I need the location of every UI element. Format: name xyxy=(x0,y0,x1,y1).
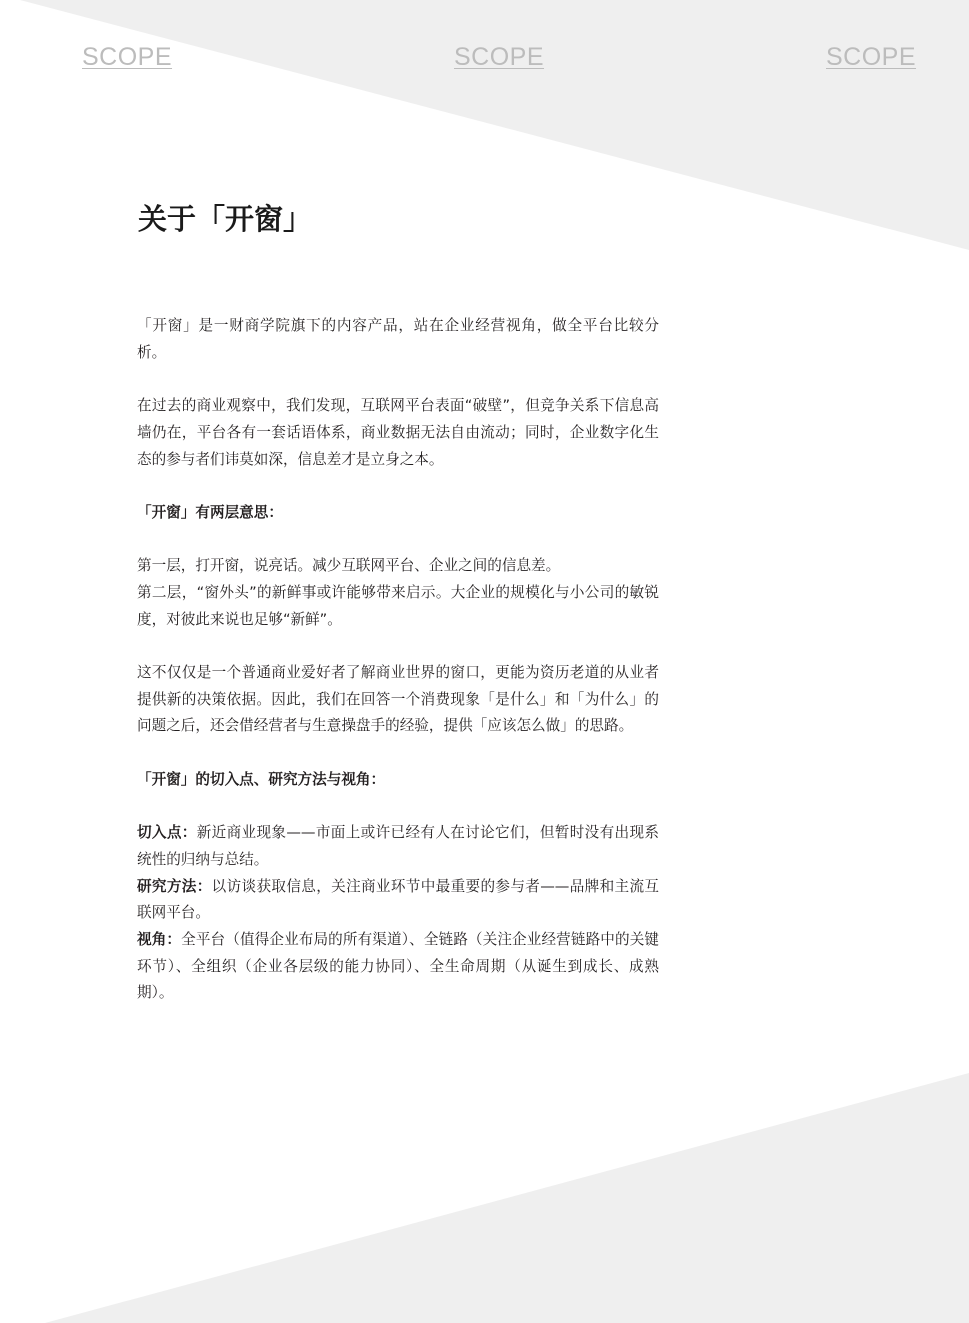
research-method-label: 研究方法： xyxy=(137,877,212,895)
scope-header-center: SCOPE xyxy=(454,43,545,71)
article-body xyxy=(137,313,659,1007)
scope-header-right: SCOPE xyxy=(826,43,917,71)
perspective-text: 全平台（值得企业布局的所有渠道）、全链路（关注企业经营链路中的关键环节）、全组织（企业各层级的能力协同）、全生命周期（从诞生到成长、成熟期）。 xyxy=(137,931,659,1002)
scope-header-left: SCOPE xyxy=(82,43,173,71)
entry-point-item xyxy=(137,820,659,873)
meaning-layer-2: 第二层，“窗外头”的新鲜事或许能够带来启示。大企业的规模化与小公司的敏锐度，对彼此来说也足够“新鲜”。 xyxy=(137,583,659,628)
entry-point-text: 新近商业现象——市面上或许已经有人在讨论它们，但暂时没有出现系统性的归纳与总结。 xyxy=(137,824,659,868)
value-paragraph: 这不仅仅是一个普通商业爱好者了解商业世界的窗口，更能为资历老道的从业者提供新的决策依据。因此，我们在回答一个消费现象「是什么」和「为什么」的问题之后，还会借经营者与生意操盘手的经验，提供「应该怎么做」的思路。 xyxy=(137,664,659,735)
observation-paragraph: 在过去的商业观察中，我们发现，互联网平台表面“破壁”，但竞争关系下信息高墙仍在，平台各有一套话语体系，商业数据无法自由流动；同时，企业数字化生态的参与者们讳莫如深，信息差才是立身之本。 xyxy=(137,397,659,468)
perspective-label: 视角： xyxy=(137,931,182,949)
bottom-right-gray-triangle xyxy=(45,1073,969,1323)
research-method-item xyxy=(137,874,659,927)
entry-point-label: 切入点： xyxy=(137,824,197,842)
research-method-text: 以访谈获取信息，关注商业环节中最重要的参与者——品牌和主流互联网平台。 xyxy=(137,877,659,922)
perspective-item xyxy=(137,927,659,1007)
meaning-heading: 「开窗」有两层意思： xyxy=(137,503,283,521)
page-title: 关于「开窗」 xyxy=(138,202,313,236)
intro-paragraph: 「开窗」是一财商学院旗下的内容产品，站在企业经营视角，做全平台比较分析。 xyxy=(137,317,659,361)
meaning-layer-1: 第一层，打开窗，说亮话。减少互联网平台、企业之间的信息差。 xyxy=(137,557,561,575)
approach-heading: 「开窗」的切入点、研究方法与视角： xyxy=(137,770,386,788)
